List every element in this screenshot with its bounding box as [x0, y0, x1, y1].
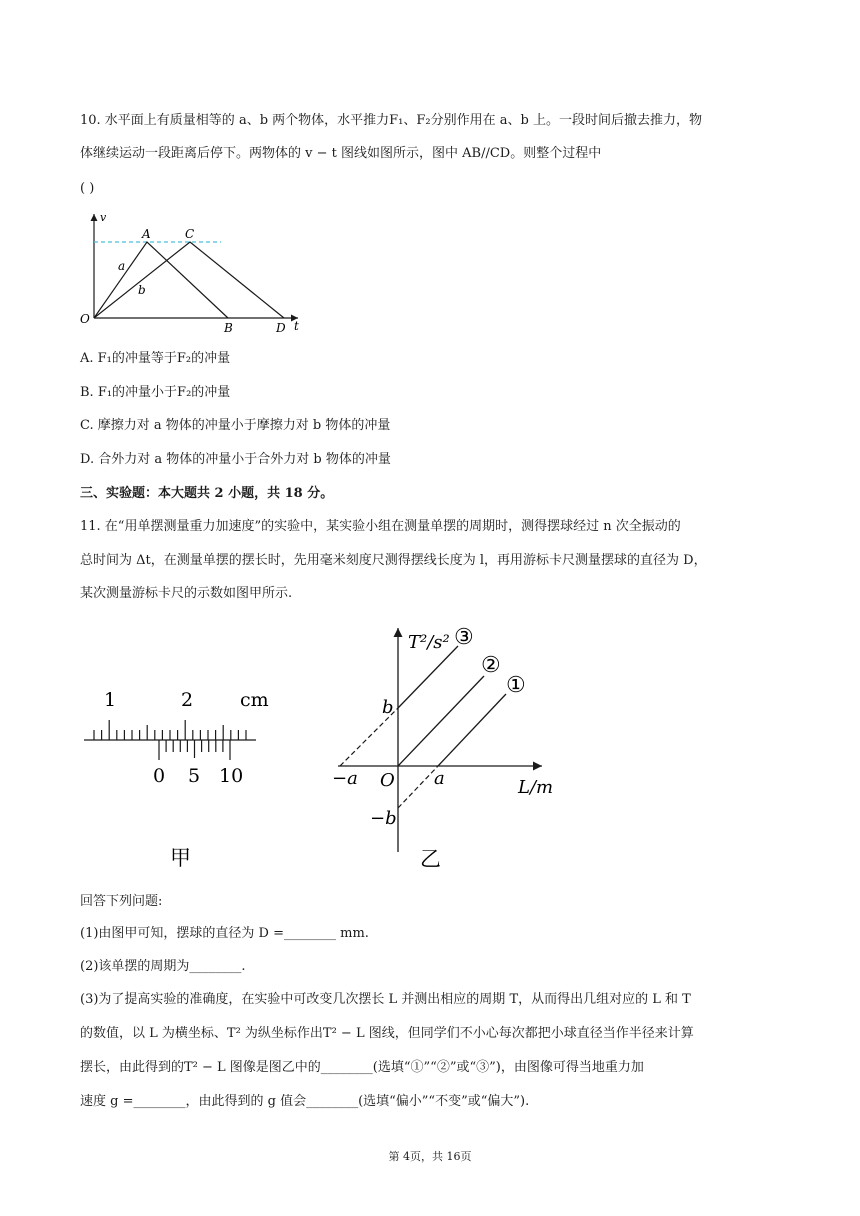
y-axis-label: T²/s² [408, 632, 450, 653]
vernier-label-10: 10 [219, 765, 244, 787]
q10-option-d: D. 合外力对 a 物体的冲量小于合外力对 b 物体的冲量 [80, 452, 391, 467]
t2-l-graph [320, 618, 570, 880]
section-3-heading: 三、实验题：本大题共 2 小题，共 18 分。 [80, 486, 334, 501]
label-b: b [138, 283, 146, 297]
main-label-cm: cm [240, 689, 269, 711]
q11-sub3-line4: 速度 g =________，由此得到的 g 值会________(选填“偏小”“不变”或“偏大”). [80, 1094, 530, 1109]
x-axis-label: L/m [518, 777, 554, 798]
label-t: t [294, 319, 299, 333]
vernier-label-5: 5 [188, 765, 201, 787]
q11-intro-line3: 某次测量游标卡尺的示数如图甲所示. [80, 586, 293, 601]
q10-line1: 10. 水平面上有质量相等的 a、b 两个物体，水平推力F₁、F₂分别作用在 a、b 上。一段时间后撤去推力，物 [80, 113, 702, 128]
label-C: C [185, 227, 195, 241]
vernier-caliper-figure [80, 680, 280, 880]
main-scale-ticks [94, 720, 246, 740]
answer-prompt: 回答下列问题: [80, 894, 163, 909]
line-3-label: ③ [454, 625, 474, 650]
origin-label: O [380, 770, 395, 791]
q11-intro-line2: 总时间为 Δt，在测量单摆的摆长时，先用毫米刻度尺测得摆线长度为 l，再用游标卡尺测量摆球的直径为 D， [80, 553, 707, 568]
label-a: a [118, 259, 126, 273]
label-A: A [142, 227, 151, 241]
main-label-1: 1 [104, 689, 117, 711]
graph-caption: 乙 [420, 847, 441, 871]
q11-sub2: (2)该单摆的周期为________. [80, 959, 246, 974]
q10-option-a: A. F₁的冲量等于F₂的冲量 [80, 351, 231, 366]
b-label: b [382, 697, 394, 718]
a-label: a [434, 768, 445, 789]
vernier-scale-ticks [159, 740, 230, 760]
q11-intro-line1: 11. 在“用单摆测量重力加速度”的实验中，某实验小组在测量单摆的周期时，测得摆球经过 n 次全振动的 [80, 519, 681, 534]
page-footer: 第 4页，共 16页 [388, 1150, 472, 1163]
q10-vt-graph [76, 208, 310, 338]
line-1-label: ① [506, 673, 526, 698]
q10-answer-bracket: ( ) [80, 181, 95, 196]
label-D: D [276, 321, 286, 335]
q11-sub1: (1)由图甲可知，摆球的直径为 D =________ mm. [80, 926, 369, 941]
main-label-2: 2 [181, 689, 194, 711]
q11-sub3-line1: (3)为了提高实验的准确度，在实验中可改变几次摆长 L 并测出相应的周期 T，从而得出几组对应的 L 和 T [80, 992, 691, 1007]
q10-option-c: C. 摩擦力对 a 物体的冲量小于摩擦力对 b 物体的冲量 [80, 418, 391, 433]
line-b [94, 242, 284, 318]
label-B: B [224, 321, 233, 335]
neg-b-label: −b [370, 808, 397, 829]
line-1-dashed [398, 766, 438, 808]
q10-line2: 体继续运动一段距离后停下。两物体的 v − t 图线如图所示，图中 AB//CD。则整个过程中 [80, 146, 602, 161]
caliper-caption: 甲 [170, 846, 191, 870]
line-2 [398, 676, 484, 766]
line-3 [398, 646, 458, 708]
q11-sub3-line3: 摆长，由此得到的T² − L 图像是图乙中的________(选填“①”“②”或“③”)，由图像可得当地重力加 [80, 1060, 644, 1075]
label-v: v [100, 211, 107, 224]
line-2-label: ② [481, 653, 501, 678]
line-1 [438, 694, 506, 766]
neg-a-label: −a [332, 768, 358, 789]
q10-option-b: B. F₁的冲量小于F₂的冲量 [80, 385, 231, 400]
line-a [94, 242, 228, 318]
q11-sub3-line2: 的数值，以 L 为横坐标、T² 为纵坐标作出T² − L 图线，但同学们不小心每次都把小球直径当作半径来计算 [80, 1026, 694, 1041]
label-O: O [80, 312, 90, 326]
vernier-label-0: 0 [153, 765, 166, 787]
